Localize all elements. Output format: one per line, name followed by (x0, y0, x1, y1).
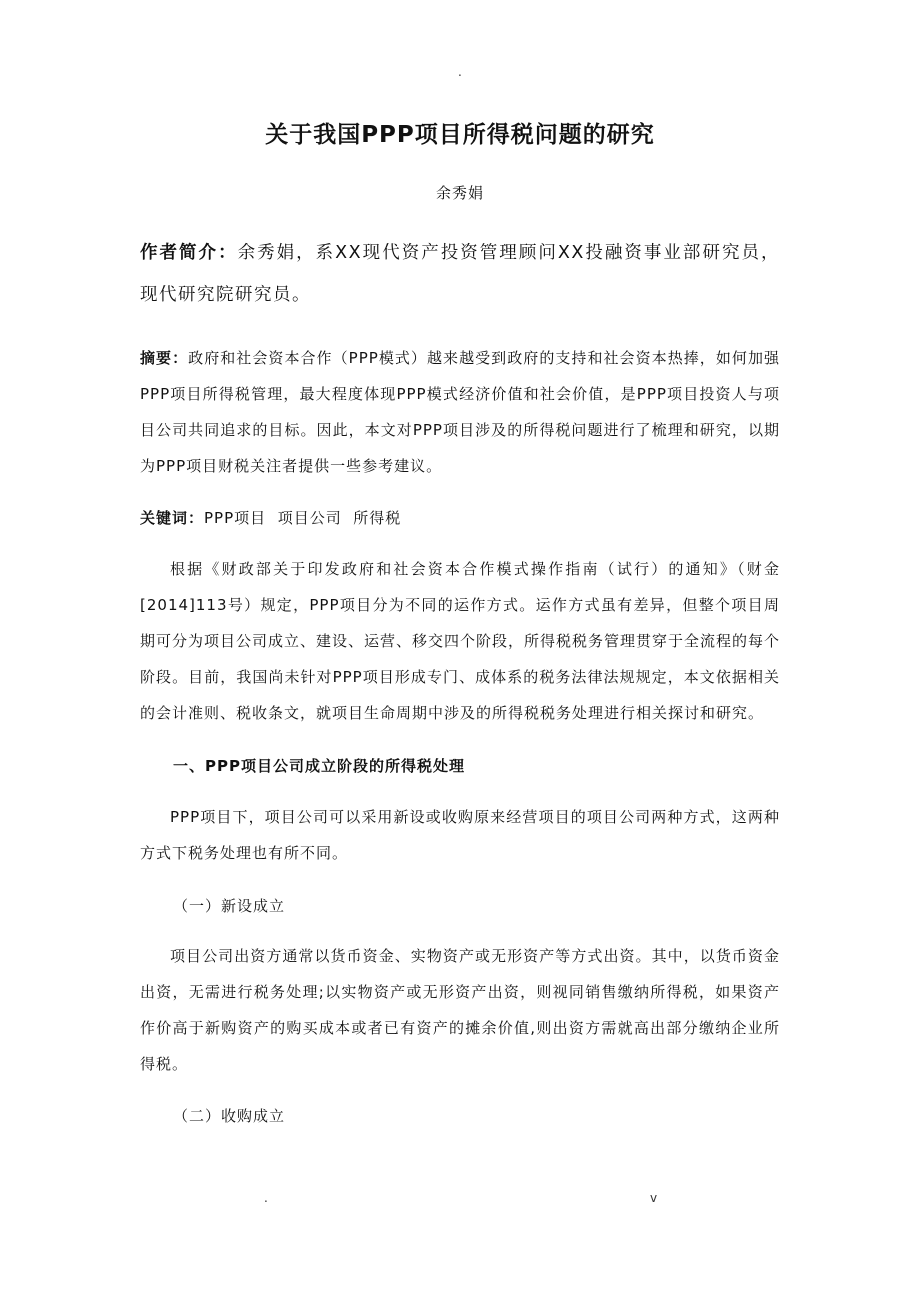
keywords (140, 500, 780, 536)
author-intro-text: 余秀娟，系XX现代资产投资管理顾问XX投融资事业部研究员，现代研究院研究员。 (140, 243, 781, 305)
subsection-heading-acquisition: （二）收购成立 (173, 1107, 286, 1125)
author-intro (140, 232, 780, 316)
keywords-label: 关键词： (140, 509, 205, 527)
paragraph-intro: 根据《财政部关于印发政府和社会资本合作模式操作指南（试行）的通知》（财金[2014]113号）规定，PPP项目分为不同的运作方式。运作方式虽有差异，但整个项目周期可分为项目公司成立、建设、运营、移交四个阶段，所得税税务管理贯穿于全流程的每个阶段。目前，我国尚未针对PPP项目形成专门、成体系的税务法律法规规定，本文依据相关的会计准则、税收条文，就项目生命周期中涉及的所得税税务处理进行相关探讨和研究。 (140, 560, 781, 722)
page-title: 关于我国PPP项目所得税问题的研究 (265, 122, 655, 148)
section-heading-1: 一、PPP项目公司成立阶段的所得税处理 (173, 757, 465, 775)
author-intro-label: 作者简介： (140, 243, 238, 263)
abstract (140, 340, 780, 484)
subsection-heading-new: （一）新设成立 (173, 897, 286, 915)
header-dot: . (458, 65, 462, 79)
author-name: 余秀娟 (435, 184, 484, 202)
footer-mark: v (650, 1191, 658, 1205)
paragraph-section-1: PPP项目下，项目公司可以采用新设或收购原来经营项目的项目公司两种方式，这两种方式下税务处理也有所不同。 (140, 808, 780, 862)
abstract-label: 摘要： (140, 349, 189, 367)
footer-dot: . (264, 1191, 268, 1205)
paragraph-new-establishment: 项目公司出资方通常以货币资金、实物资产或无形资产等方式出资。其中，以货币资金出资，无需进行税务处理;以实物资产或无形资产出资，则视同销售缴纳所得税，如果资产作价高于新购资产的购买成本或者已有资产的摊余价值,则出资方需就高出部分缴纳企业所得税。 (140, 947, 780, 1073)
abstract-text: 政府和社会资本合作（PPP模式）越来越受到政府的支持和社会资本热捧，如何加强PPP项目所得税管理，最大程度体现PPP模式经济价值和社会价值，是PPP项目投资人与项目公司共同追求的目标。因此，本文对PPP项目涉及的所得税问题进行了梳理和研究，以期为PPP项目财税关注者提供一些参考建议。 (140, 349, 780, 475)
keywords-text: PPP项目 项目公司 所得税 (204, 509, 402, 527)
